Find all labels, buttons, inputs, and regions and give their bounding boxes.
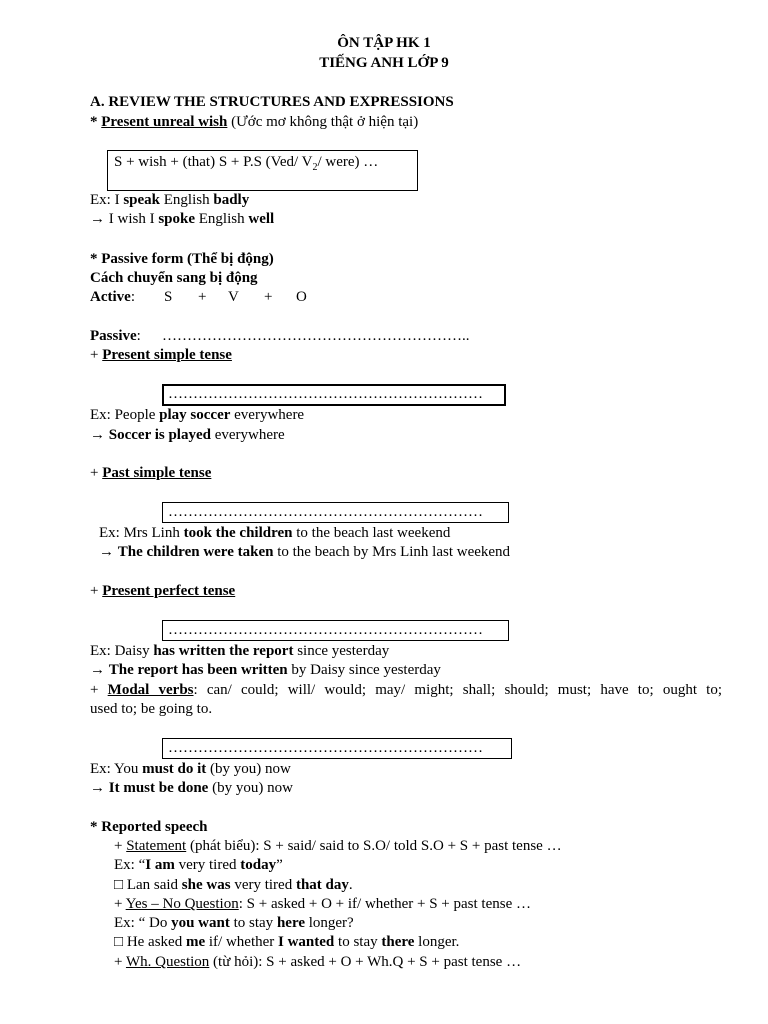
present-simple-heading: + Present simple tense <box>90 347 232 363</box>
past-simple-heading: + Past simple tense <box>90 465 212 481</box>
past-simple-example: Ex: Mrs Linh took the children to the beach last weekend <box>99 525 451 541</box>
reported-statement-example: Ex: “I am very tired today” <box>114 857 283 873</box>
section-a-heading: A. REVIEW THE STRUCTURES AND EXPRESSIONS <box>90 94 454 110</box>
modal-result: → It must be done (by you) now <box>90 780 293 796</box>
reported-wh-rule: + Wh. Question (từ hỏi): S + asked + O + Wh.Q + S + past tense … <box>114 954 522 970</box>
reported-yes-no-example: Ex: “ Do you want to stay here longer? <box>114 915 354 931</box>
reported-yes-no-result: □ He asked me if/ whether I wanted to stay there longer. <box>114 934 460 950</box>
present-simple-example: Ex: People play soccer everywhere <box>90 407 305 423</box>
present-simple-box-dots: ……………………………………………………… <box>168 386 483 402</box>
past-simple-result: → The children were taken to the beach by Mrs Linh last weekend <box>99 544 511 560</box>
present-simple-result: → Soccer is played everywhere <box>90 427 285 443</box>
wish-formula: S + wish + (that) S + P.S (Ved/ $V_2/$ were) … <box>114 154 379 173</box>
reported-speech-heading: * Reported speech <box>90 819 208 835</box>
reported-statement-result: □ Lan said she was very tired that day. <box>114 877 353 893</box>
present-perfect-result: → The report has been written by Daisy since yesterday <box>90 662 441 678</box>
past-simple-box-dots: ……………………………………………………… <box>168 504 483 520</box>
passive-how: Cách chuyển sang bị động <box>90 270 258 286</box>
placeholder-box-icon: □ <box>114 877 124 893</box>
reported-yes-no-rule: + Yes – No Question: S + asked + O + if/ whether + S + past tense … <box>114 896 531 912</box>
reported-statement-rule: + Statement (phát biểu): S + said/ said to S.O/ told S.O + S + past tense … <box>114 838 562 854</box>
active-part-s: S <box>164 289 173 305</box>
active-part-v: V <box>228 289 239 305</box>
modal-verbs-line1: + Modal verbs: can/ could; will/ would; may/ might; shall; should; must; have to; ought to; <box>90 682 723 698</box>
doc-title-line1: ÔN TẬP HK 1 <box>337 35 431 51</box>
placeholder-box-icon: □ <box>114 934 124 950</box>
active-part-plus2: + <box>264 289 273 305</box>
modal-example: Ex: You must do it (by you) now <box>90 761 291 777</box>
active-part-o: O <box>296 289 307 305</box>
present-perfect-heading: + Present perfect tense <box>90 583 236 599</box>
present-perfect-box-dots: ……………………………………………………… <box>168 622 483 638</box>
modal-box-dots: ……………………………………………………… <box>168 740 483 756</box>
active-part-plus1: + <box>198 289 207 305</box>
doc-title-line2: TIẾNG ANH LỚP 9 <box>319 55 449 71</box>
wish-example: Ex: I speak English badly <box>90 192 250 208</box>
passive-label: Passive: <box>90 328 141 344</box>
passive-heading: * Passive form (Thể bị động) <box>90 251 274 267</box>
present-perfect-example: Ex: Daisy has written the report since yesterday <box>90 643 390 659</box>
wish-heading: * Present unreal wish (Ước mơ không thật ở hiện tại) <box>90 114 419 130</box>
modal-verbs-line2: used to; be going to. <box>90 701 213 717</box>
active-label: Active: <box>90 289 135 305</box>
wish-result: → I wish I spoke English well <box>90 211 275 227</box>
passive-dots: …………………………………………………….. <box>162 328 470 344</box>
